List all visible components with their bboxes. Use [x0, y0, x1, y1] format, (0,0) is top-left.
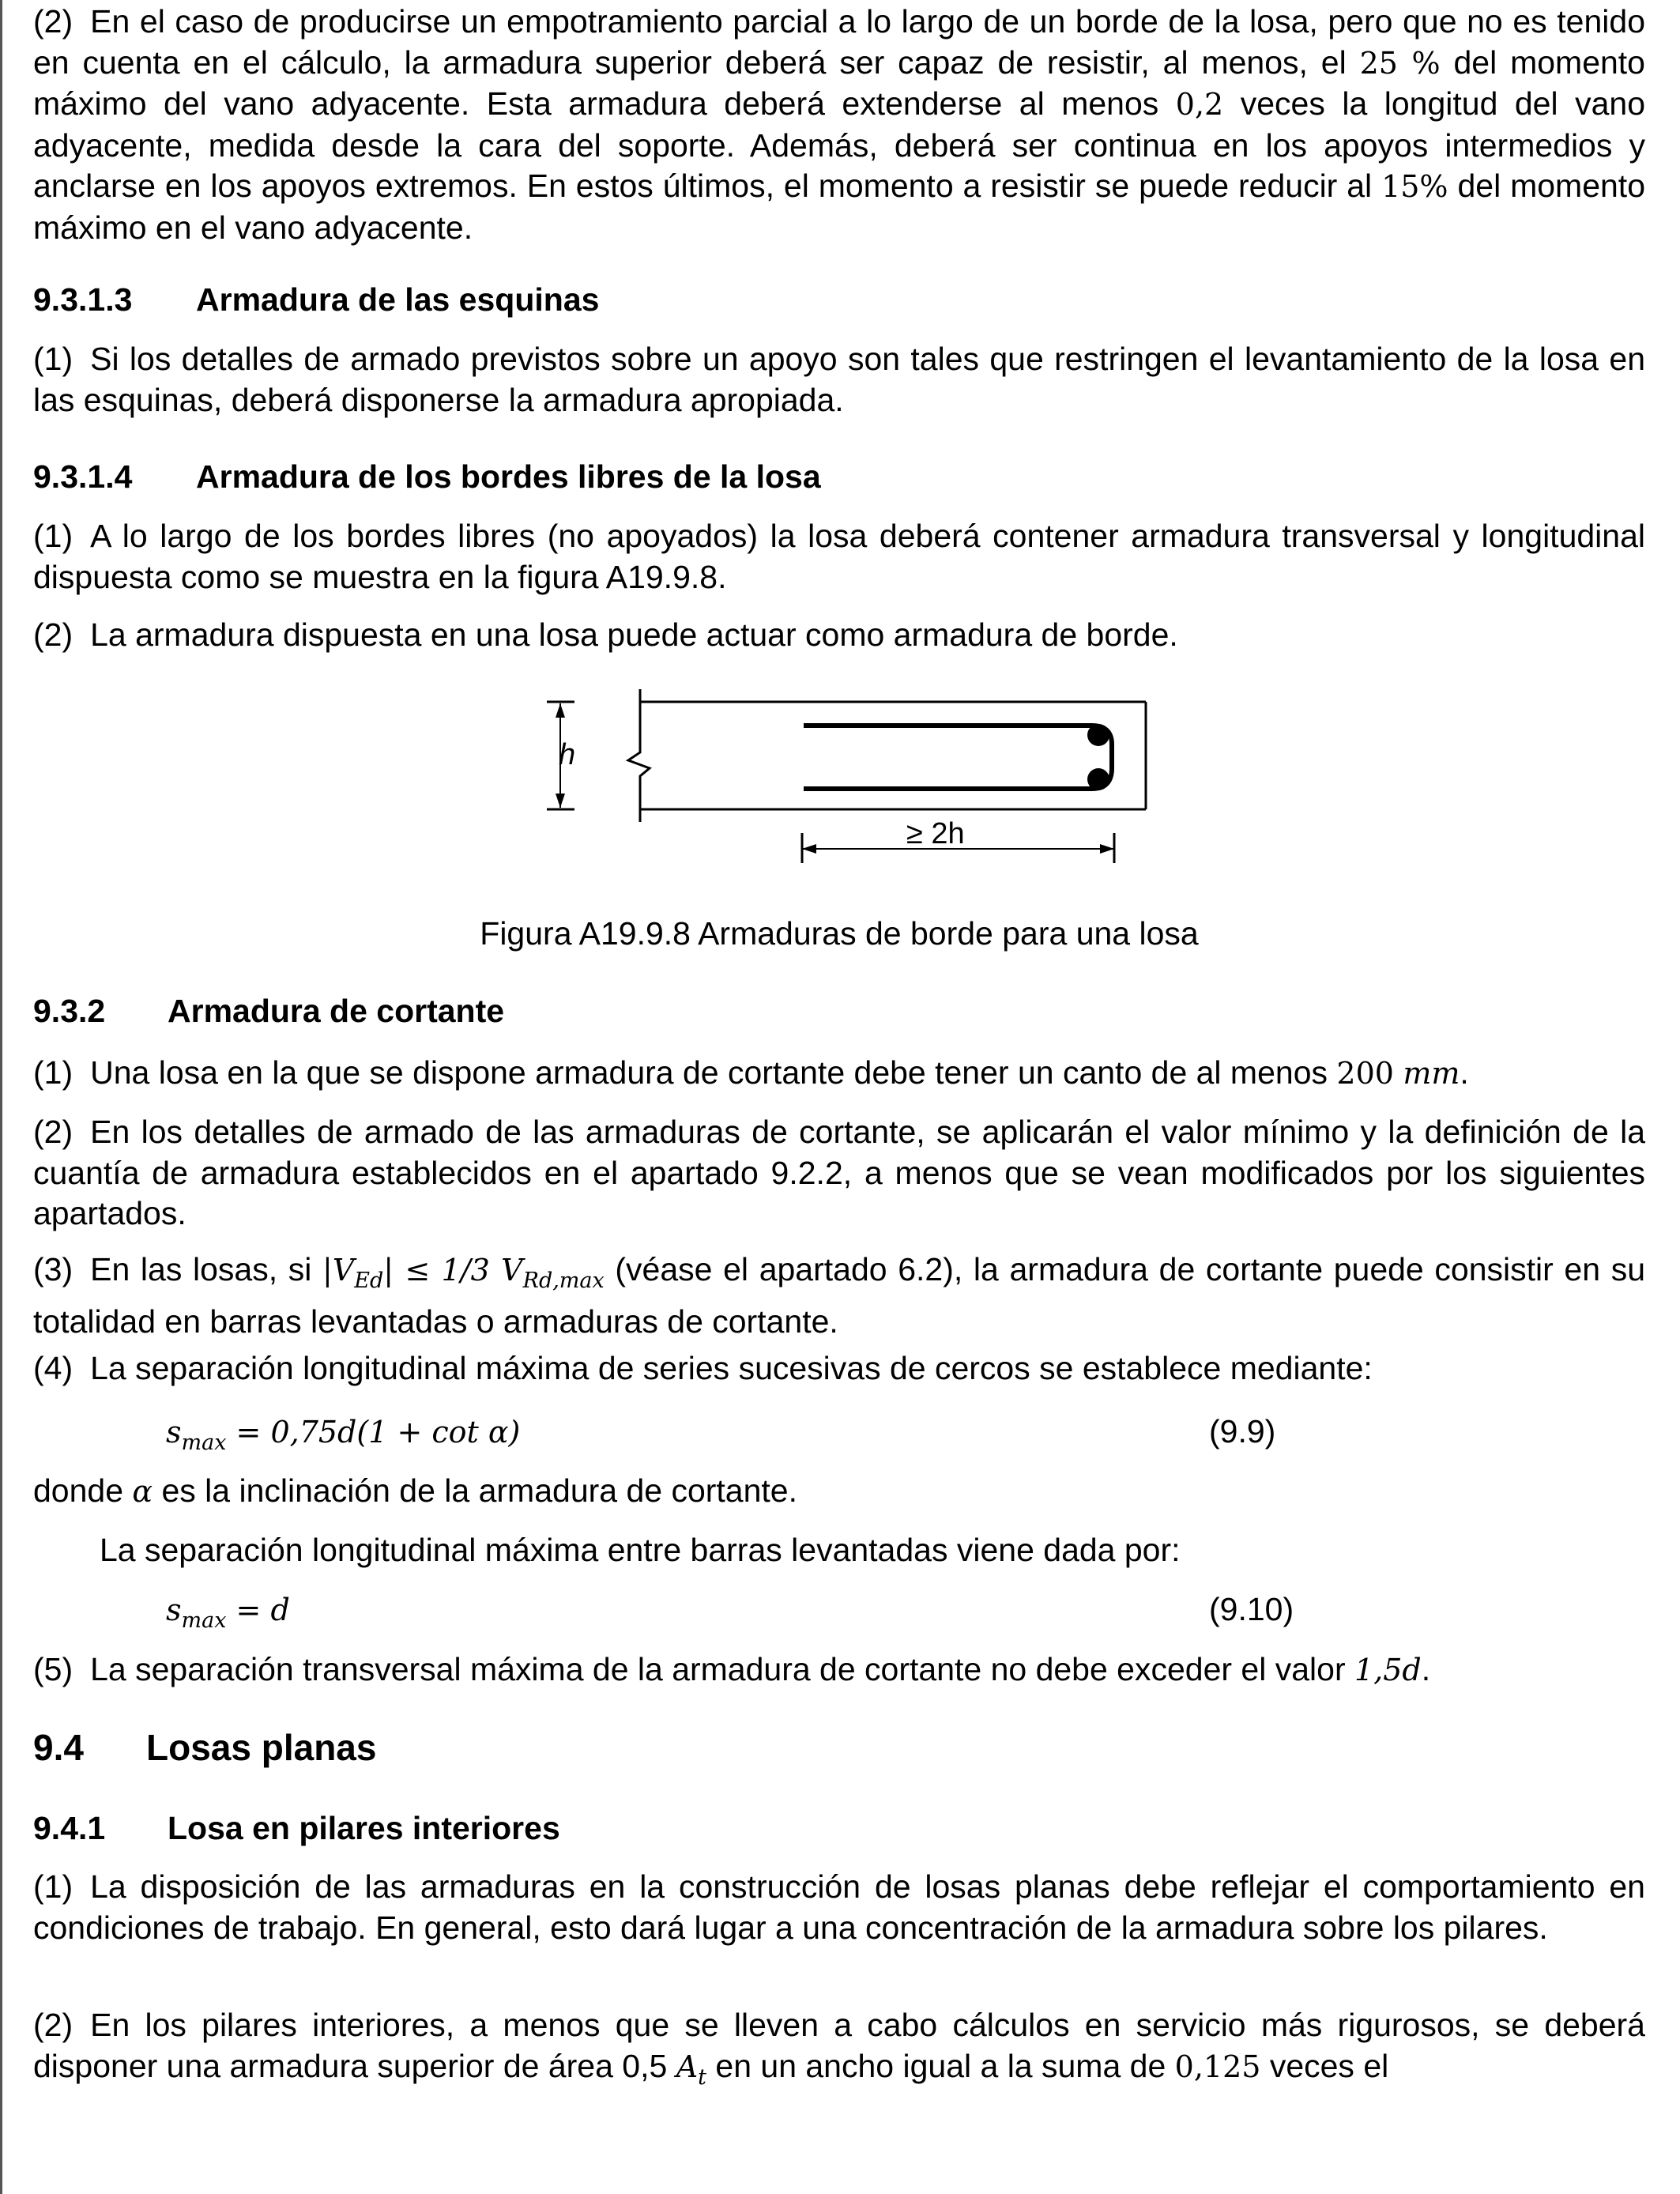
- equation-number-9-9: (9.9): [1209, 1413, 1276, 1449]
- longitudinal-bar-bottom: [1087, 768, 1109, 790]
- paragraph-bent-up-bars: (3) En las losas, si $|V_{Ed}| \le 1/3$ $V_{Rd,max}$ (véase el apartado 6.2), la armadura de cortante puede consistir en su totalidad en barras levantadas o armaduras de cortante.: [33, 1251, 1645, 1340]
- paragraph-number: (4): [33, 1350, 73, 1386]
- dim-2h-arrow-right: [1100, 844, 1114, 854]
- dim-2h-label: ≥ 2h: [906, 817, 965, 850]
- paragraph-flat-slabs: (1) La disposición de las armaduras en la construcción de losas planas debe reflejar el comportamiento en condiciones de trabajo. En general, esto dará lugar a una concentración de la armadura sobre los pilares.: [33, 1868, 1645, 1946]
- heading-9-3-2: 9.3.2 Armadura de cortante: [33, 993, 505, 1029]
- heading-9-4: 9.4 Losas planas: [33, 1727, 377, 1768]
- dim-h-arrow-bottom: [556, 794, 565, 808]
- paragraph-number: (3): [33, 1251, 73, 1287]
- paragraph-slab-depth: (1) Una losa en la que se dispone armadura de cortante debe tener un canto de al menos 200 mm.: [33, 1054, 1469, 1091]
- paragraph-number: (2): [33, 1114, 73, 1150]
- heading-9-4-1: 9.4.1 Losa en pilares interiores: [33, 1810, 560, 1846]
- paragraph-partial-fixity: (2) En el caso de producirse un empotramiento parcial a lo largo de un borde de la losa, pero que no es tenido en cuenta en el cálculo, la armadura superior deberá ser capaz de resistir, al menos, el 25 % del momento máximo del vano adyacente. Esta armadura deberá extenderse al menos 0,2 veces la longitud del vano adyacente, medida desde la cara del soporte. Además, deberá ser continua en los apoyos intermedios y anclarse en los apoyos extremos. En estos últimos, el momento a resistir se puede reducir al 15% del momento máximo en el vano adyacente.: [33, 3, 1645, 246]
- paragraph-bent-up-spacing: La separación longitudinal máxima entre barras levantadas viene dada por:: [100, 1532, 1181, 1568]
- equation-9-10: $s_{max} = d$: [166, 1593, 290, 1633]
- paragraph-transverse-spacing: (5) La separación transversal máxima de la armadura de cortante no debe exceder el valor 1,5d.: [33, 1651, 1431, 1687]
- paragraph-number: (1): [33, 1868, 73, 1905]
- paragraph-number: (1): [33, 1054, 73, 1091]
- dim-h-arrow-top: [556, 703, 565, 718]
- paragraph-number: (5): [33, 1651, 73, 1687]
- heading-9-3-1-4: 9.3.1.4 Armadura de los bordes libres de la losa: [33, 458, 821, 495]
- dim-2h-arrow-left: [802, 844, 816, 854]
- dim-h-label: h: [559, 738, 576, 771]
- paragraph-edge-reinforcement: (2) La armadura dispuesta en una losa puede actuar como armadura de borde.: [33, 616, 1178, 653]
- equation-number-9-10: (9.10): [1209, 1591, 1294, 1627]
- figure-caption: Figura A19.9.8 Armaduras de borde para una losa: [480, 915, 1199, 952]
- equation-9-9: $s_{max} = 0,75d(1 + \cot \alpha)$: [166, 1415, 521, 1455]
- paragraph-free-edges: (1) A lo largo de los bordes libres (no apoyados) la losa deberá contener armadura transversal y longitudinal dispuesta como se muestra en la figura A19.9.8.: [33, 518, 1645, 595]
- slab-break-line: [628, 689, 650, 822]
- paragraph-number: (1): [33, 341, 73, 377]
- paragraph-corners: (1) Si los detalles de armado previstos sobre un apoyo son tales que restringen el levantamiento de la losa en las esquinas, deberá disponerse la armadura apropiada.: [33, 341, 1645, 418]
- heading-9-3-1-3: 9.3.1.3 Armadura de las esquinas: [33, 281, 600, 318]
- u-bar: [804, 726, 1112, 789]
- paragraph-number: (2): [33, 2007, 73, 2043]
- paragraph-interior-columns: (2) En los pilares interiores, a menos que se lleven a cabo cálculos en servicio más rigurosos, se deberá disponer una armadura superior de área 0,5 $A_t$ en un ancho igual a la suma de 0,125 veces el: [33, 2007, 1645, 2090]
- page-left-border: [0, 0, 2, 2194]
- paragraph-number: (2): [33, 616, 73, 653]
- paragraph-longitudinal-spacing: (4) La separación longitudinal máxima de series sucesivas de cercos se establece mediante:: [33, 1350, 1373, 1386]
- edge-reinforcement-figure: [511, 681, 1167, 887]
- paragraph-detailing: (2) En los detalles de armado de las armaduras de cortante, se aplicarán el valor mínimo y la definición de la cuantía de armadura establecidos en el apartado 9.2.2, a menos que se vean modificados por los siguientes apartados.: [33, 1114, 1645, 1231]
- longitudinal-bar-top: [1087, 724, 1109, 746]
- paragraph-number: (2): [33, 3, 73, 40]
- paragraph-donde: donde α es la inclinación de la armadura de cortante.: [33, 1472, 797, 1509]
- paragraph-number: (1): [33, 518, 73, 554]
